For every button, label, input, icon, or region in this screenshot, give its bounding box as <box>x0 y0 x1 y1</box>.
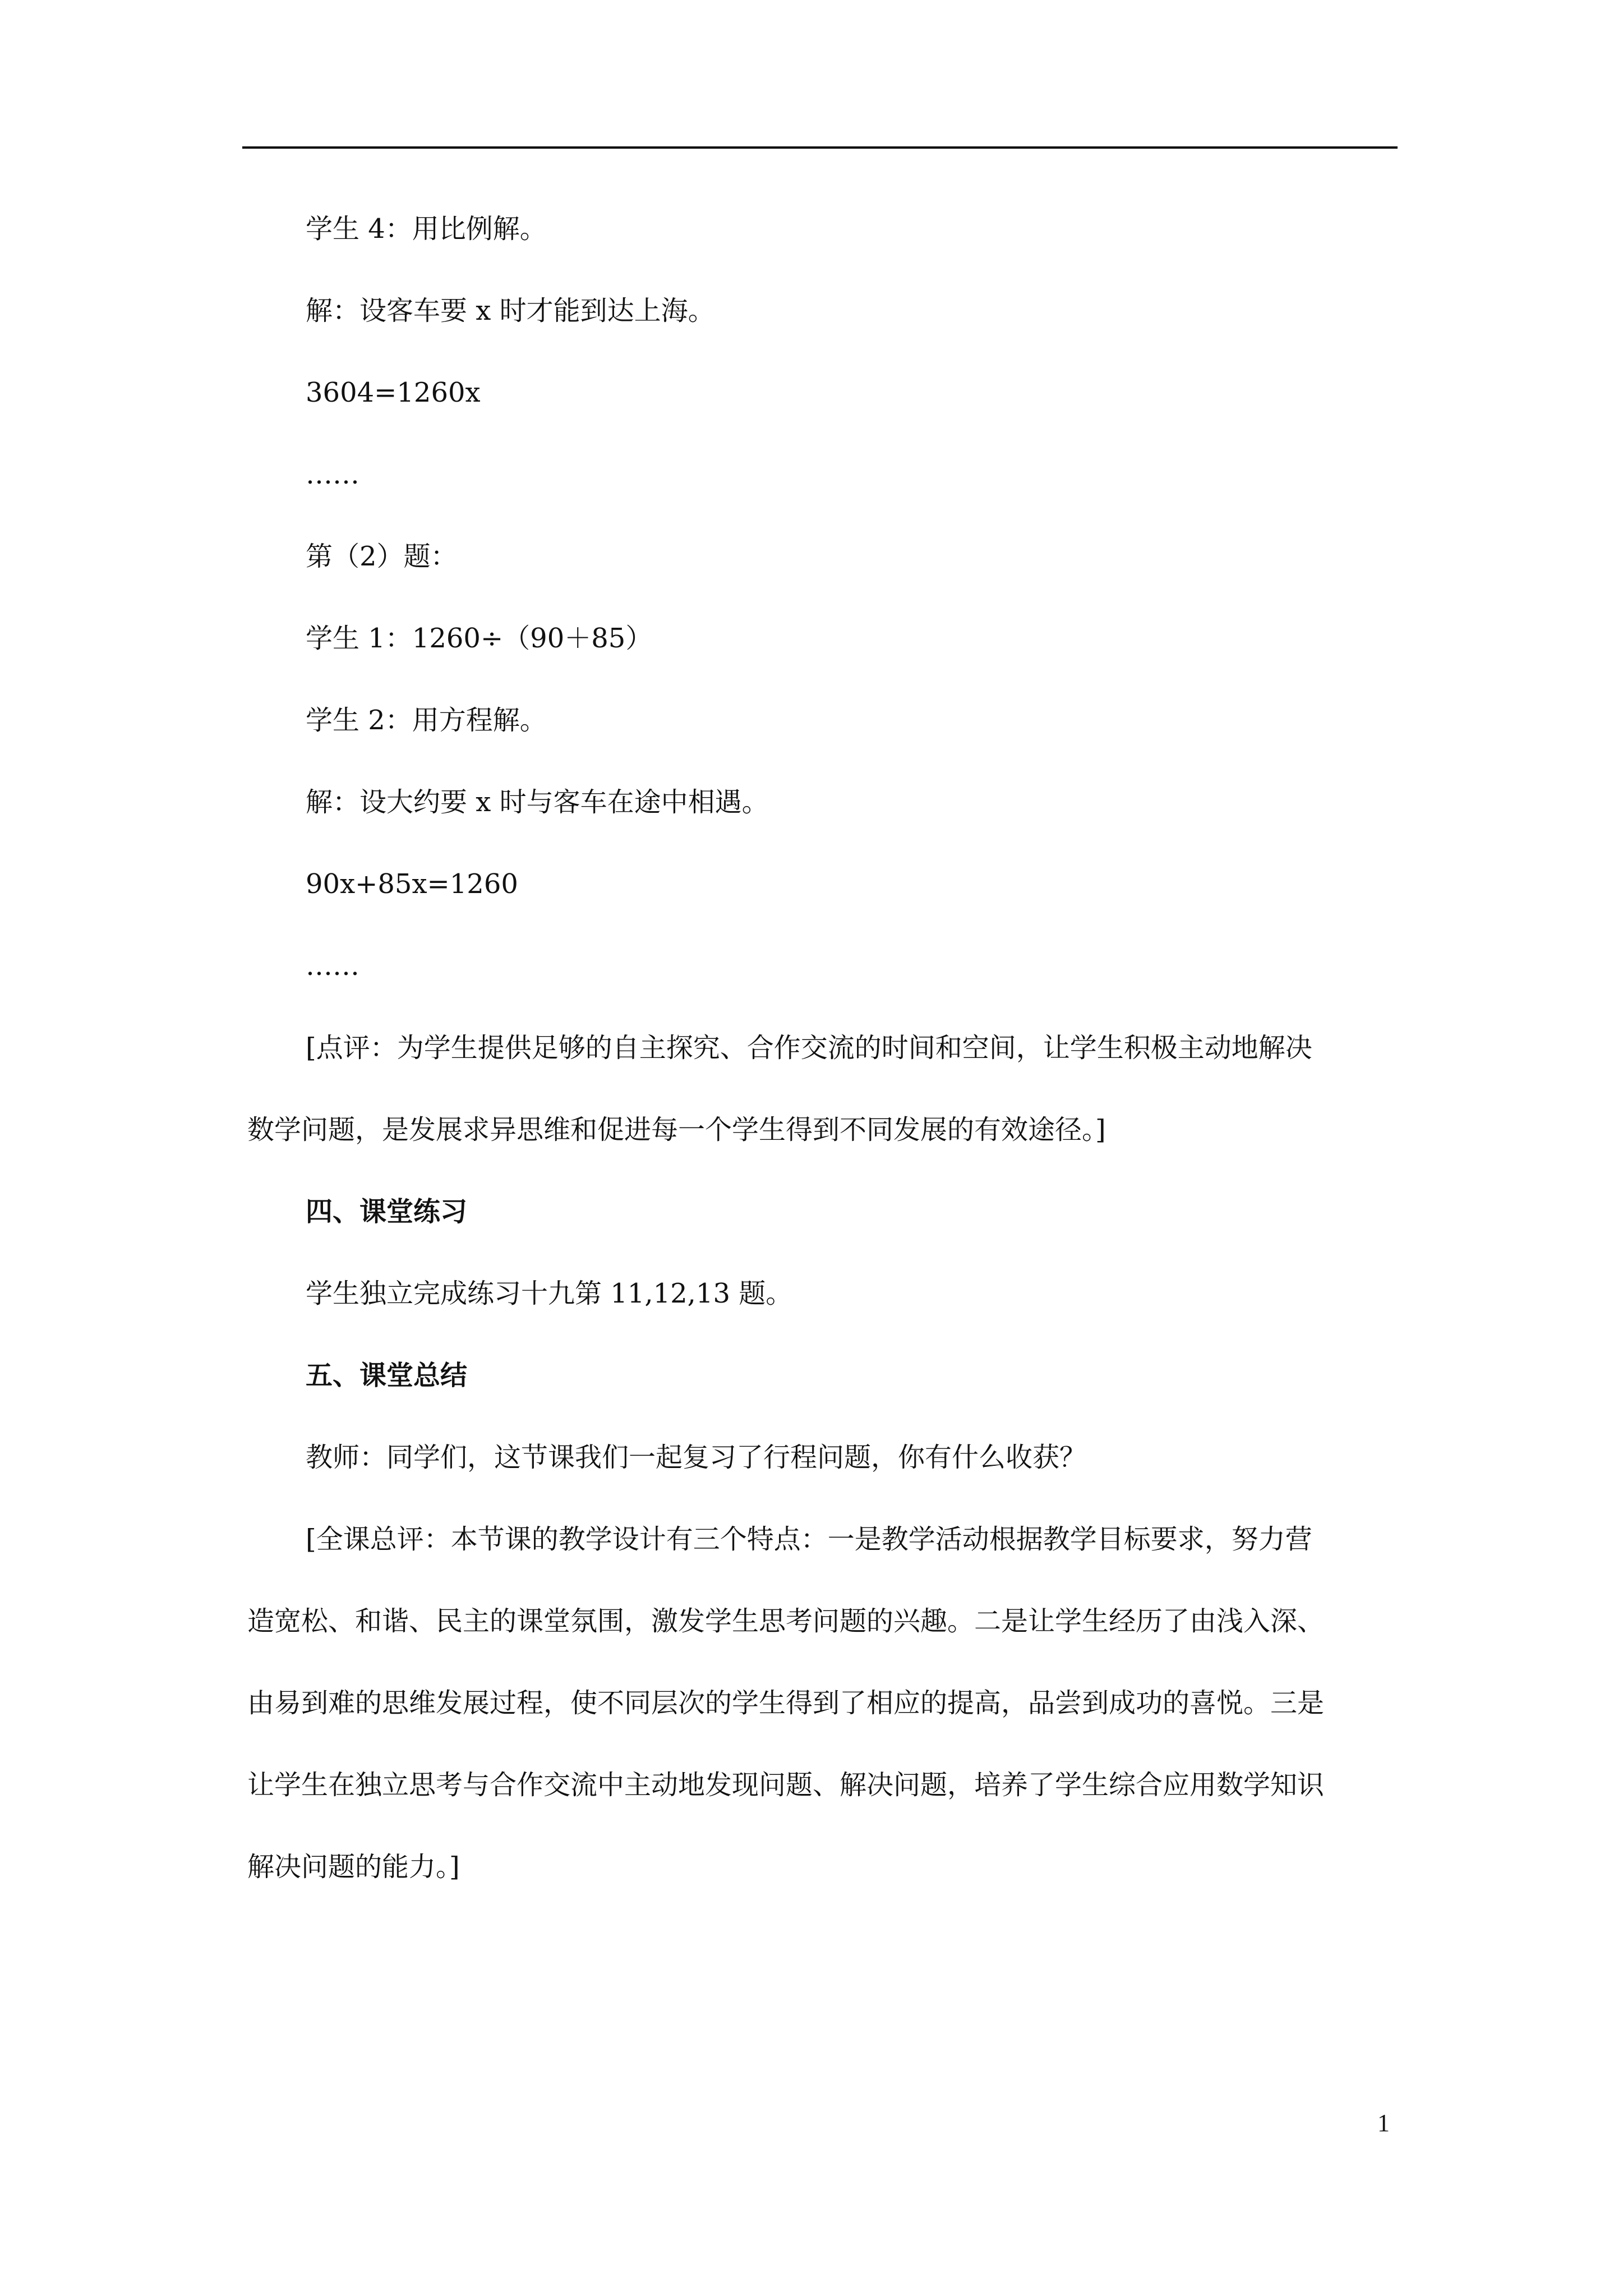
text-line-student4: 学生 4：用比例解。 <box>306 213 547 245</box>
summary-line-2: 造宽松、和谐、民主的课堂氛围，激发学生思考问题的兴趣。二是让学生经历了由浅入深、 <box>247 1605 1325 1637</box>
text-line-question2: 第（2）题： <box>306 541 458 572</box>
summary-line-4: 让学生在独立思考与合作交流中主动地发现问题、解决问题，培养了学生综合应用数学知识 <box>247 1769 1325 1801</box>
text-line-solution1: 解：设客车要 x 时才能到达上海。 <box>306 295 715 326</box>
text-line-student2: 学生 2：用方程解。 <box>306 705 547 736</box>
comment-line-1: [点评：为学生提供足够的自主探究、合作交流的时间和空间，让学生积极主动地解决 <box>306 1032 1312 1064</box>
header-rule <box>242 146 1398 149</box>
summary-line-3: 由易到难的思维发展过程，使不同层次的学生得到了相应的提高，品尝到成功的喜悦。三是 <box>247 1687 1325 1719</box>
text-line-student1: 学生 1：1260÷（90＋85） <box>306 623 653 654</box>
text-line-equation1: 3604=1260x <box>306 377 481 408</box>
section-text-summary: 教师：同学们，这节课我们一起复习了行程问题，你有什么收获？ <box>306 1442 1087 1473</box>
section-text-practice: 学生独立完成练习十九第 11,12,13 题。 <box>306 1278 793 1309</box>
summary-line-5: 解决问题的能力。] <box>247 1851 460 1883</box>
text-line-ellipsis2: …… <box>306 950 359 982</box>
text-line-equation2: 90x+85x=1260 <box>306 868 518 900</box>
section-heading-practice: 四、课堂练习 <box>306 1196 468 1227</box>
text-line-solution2: 解：设大约要 x 时与客车在途中相遇。 <box>306 786 769 818</box>
comment-line-2: 数学问题，是发展求异思维和促进每一个学生得到不同发展的有效途径。] <box>247 1114 1106 1145</box>
summary-line-1: [全课总评：本节课的教学设计有三个特点：一是教学活动根据教学目标要求，努力营 <box>306 1524 1312 1555</box>
section-heading-summary: 五、课堂总结 <box>306 1360 468 1391</box>
page-number: 1 <box>1377 2109 1390 2137</box>
text-line-ellipsis1: …… <box>306 459 359 490</box>
